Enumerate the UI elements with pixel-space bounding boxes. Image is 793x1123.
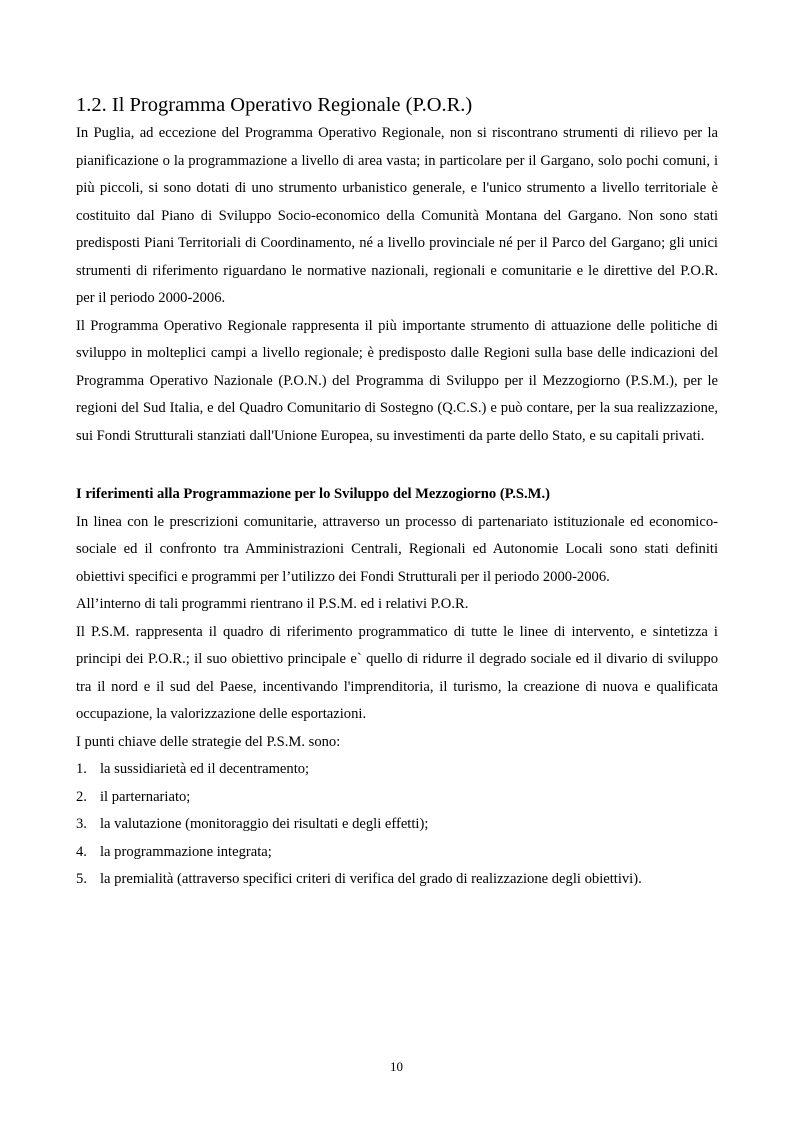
list-item [76, 811, 718, 839]
paragraph-programs: All’interno di tali programmi rientrano il P.S.M. ed i relativi P.O.R. [76, 596, 469, 612]
section-title: 1.2. Il Programma Operativo Regionale (P.O.R.) [76, 94, 473, 116]
paragraph-key-points-intro: I punti chiave delle strategie del P.S.M. sono: [76, 733, 341, 750]
list-item-number: 3. [76, 816, 87, 832]
list-item [76, 839, 718, 867]
paragraph-psm-description: Il P.S.M. rappresenta il quadro di riferimento programmatico di tutte le linee di intervento, e sintetizza i principi dei P.O.R.; il suo obiettivo principale e` quello di ridurre il degrado sociale ed il divario di sviluppo tra il nord e il sud del Paese, incentivando l'imprenditoria, il turismo, la creazione di nuova e qualificata occupazione, la valorizzazione delle esportazioni. [76, 623, 718, 722]
list-item-number: 2. [76, 788, 87, 805]
document-page [76, 92, 718, 894]
list-item [76, 756, 718, 784]
list-item-text: la valutazione (monitoraggio dei risultati e degli effetti); [100, 816, 429, 832]
key-points-list [76, 756, 718, 894]
list-item [76, 866, 718, 894]
paragraph-por-description: Il Programma Operativo Regionale rappresenta il più importante strumento di attuazione delle politiche di sviluppo in molteplici campi a livello regionale; è predisposto dalle Regioni sulla base delle indicazioni del Programma Operativo Nazionale (P.O.N.) del Programma di Sviluppo per il Mezzogiorno (P.S.M.), per le regioni del Sud Italia, e del Quadro Comunitario di Sostegno (Q.C.S.) e può contare, per la sua realizzazione, sui Fondi Strutturali stanziati dall'Unione Europea, su investimenti da parte dello Stato, e su capitali privati. [76, 317, 718, 444]
paragraph-community-prescriptions: In linea con le prescrizioni comunitarie, attraverso un processo di partenariato istituzionale ed economico-sociale ed il confronto tra Amministrazioni Centrali, Regionali ed Autonomie Locali sono stati definiti obiettivi specifici e programmi per l’utilizzo dei Fondi Strutturali per il periodo 2000-2006. [76, 513, 718, 585]
page-number: 10 [390, 1059, 403, 1074]
paragraph-intro: In Puglia, ad eccezione del Programma Operativo Regionale, non si riscontrano strumenti di rilievo per la pianificazione o la programmazione a livello di area vasta; in particolare per il Gargano, solo pochi comuni, i più piccoli, si sono dotati di uno strumento urbanistico generale, e l'unico strumento a livello territoriale è costituito dal Piano di Sviluppo Socio-economico della Comunità Montana del Gargano. Non sono stati predisposti Piani Territoriali di Coordinamento, né a livello provinciale né per il Parco del Gargano; gli unici strumenti di riferimento riguardano le normative nazionali, regionali e comunitarie e le direttive del P.O.R. per il periodo 2000-2006. [76, 125, 718, 306]
list-item-number: 1. [76, 761, 87, 777]
list-item-text: la programmazione integrata; [100, 843, 272, 860]
list-item [76, 784, 718, 812]
subsection-title: I riferimenti alla Programmazione per lo Sviluppo del Mezzogiorno (P.S.M.) [76, 486, 550, 502]
list-item-number: 5. [76, 871, 87, 887]
list-item-text: la premialità (attraverso specifici criteri di verifica del grado di realizzazione degli obiettivi). [100, 871, 642, 887]
spacer [76, 450, 718, 481]
list-item-text: il parternariato; [100, 788, 191, 805]
list-item-text: la sussidiarietà ed il decentramento; [100, 761, 310, 777]
list-item-number: 4. [76, 843, 87, 860]
